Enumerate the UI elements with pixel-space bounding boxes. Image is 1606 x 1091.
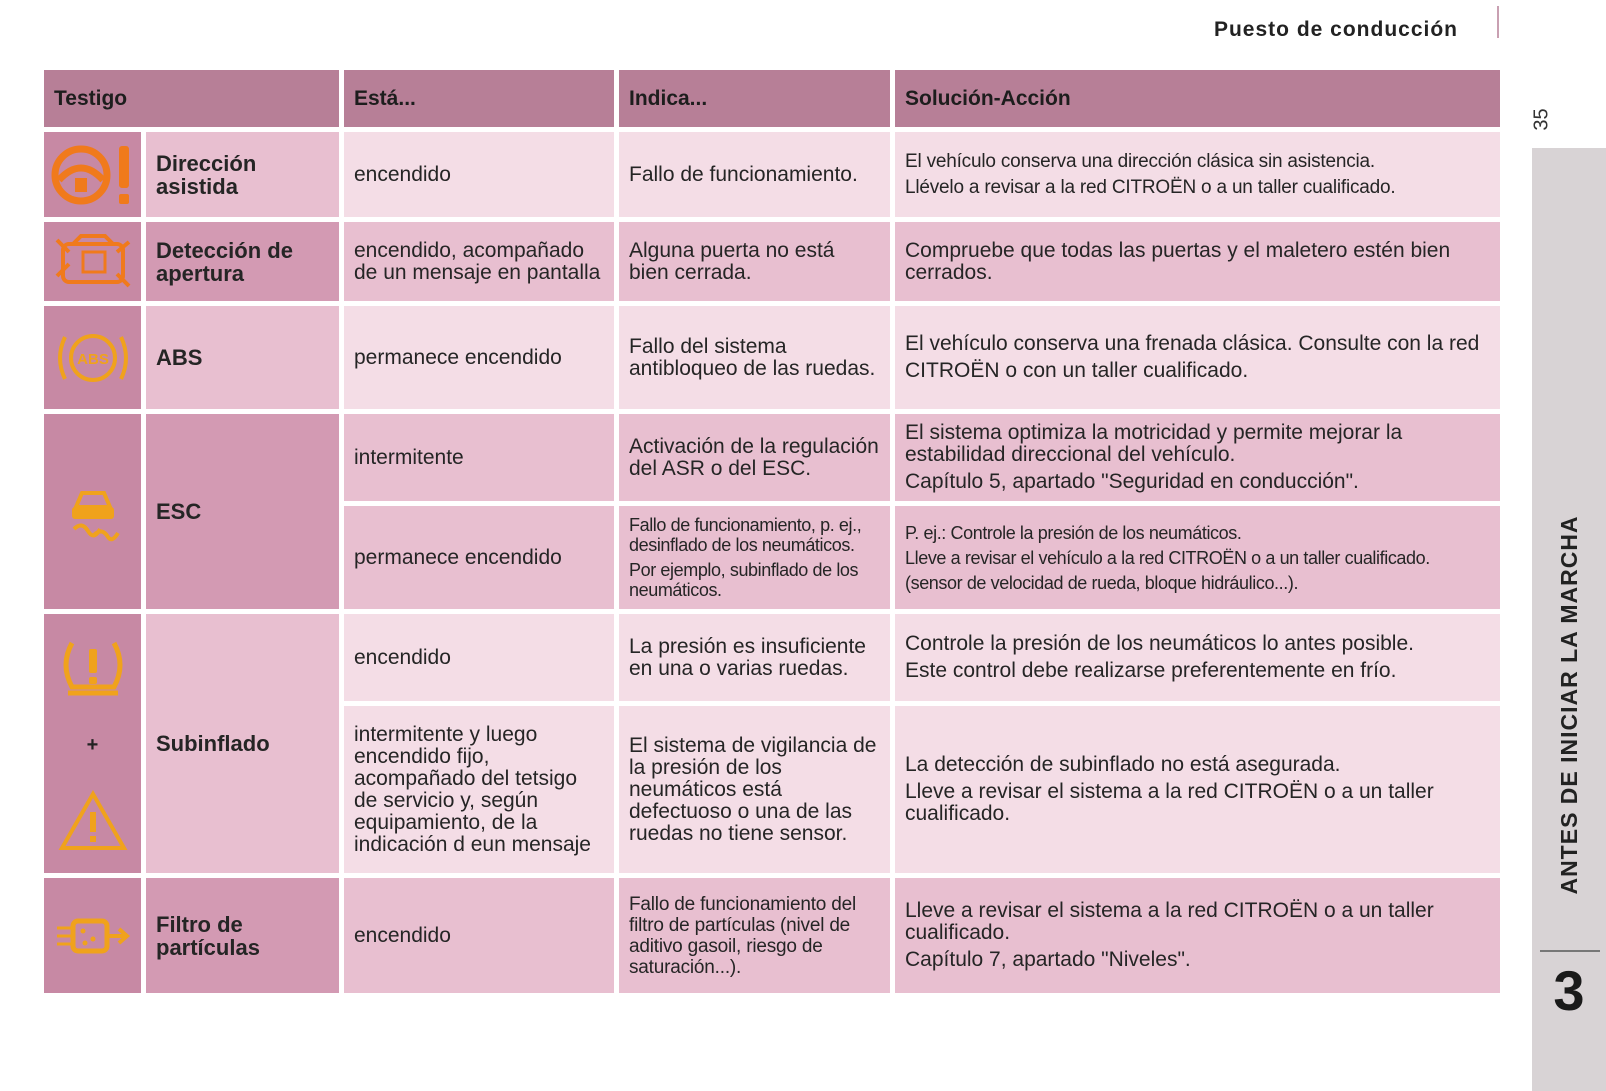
row-indicates-apertura: Alguna puerta no está bien cerrada. (619, 222, 895, 306)
solution-line: Este control debe realizarse preferentemente en frío. (905, 659, 1397, 682)
particle-filter-icon (44, 878, 146, 998)
row-state-esc-a: intermitente (344, 414, 619, 506)
solution-line: El vehículo conserva una dirección clásica sin asistencia. (905, 151, 1375, 172)
row-state-direccion: encendido (344, 132, 619, 222)
row-solution-subinflado-a (895, 614, 1505, 706)
column-header-solucion: Solución-Acción (895, 70, 1505, 132)
row-indicates-subinflado-a: La presión es insuficiente en una o varias ruedas. (619, 614, 895, 706)
row-state-subinflado-a: encendido (344, 614, 619, 706)
row-name-abs: ABS (146, 306, 344, 414)
chapter-label: ANTES DE INICIAR LA MARCHA (1556, 515, 1582, 895)
row-state-esc-b: permanece encendido (344, 506, 619, 614)
solution-line: P. ej.: Controle la presión de los neumáticos. (905, 522, 1242, 543)
row-solution-direccion (895, 132, 1505, 222)
solution-line: El vehículo conserva una frenada clásica. Consulte con la red (905, 332, 1480, 355)
solution-line: La detección de subinflado no está asegurada. (905, 753, 1341, 776)
title-rule (1497, 6, 1499, 38)
page-number: 35 (1530, 108, 1553, 131)
row-solution-subinflado-b (895, 706, 1505, 878)
row-name-esc: ESC (146, 414, 344, 614)
warning-lights-table (44, 70, 1505, 1017)
solution-line: Lleve a revisar el vehículo a la red CITROËN o a un taller cualificado. (905, 547, 1430, 568)
solution-line: Capítulo 7, apartado "Niveles". (905, 948, 1191, 971)
row-indicates-direccion: Fallo de funcionamiento. (619, 132, 895, 222)
row-state-abs: permanece encendido (344, 306, 619, 414)
solution-line: (sensor de velocidad de rueda, bloque hidráulico...). (905, 572, 1299, 593)
solution-line: Controle la presión de los neumáticos lo antes posible. (905, 632, 1414, 655)
row-name-filtro: Filtro de partículas (146, 878, 344, 998)
row-solution-esc-b (895, 506, 1505, 614)
section-title: Puesto de conducción (1213, 18, 1458, 41)
solution-line: Capítulo 5, apartado "Seguridad en conducción". (905, 470, 1359, 493)
row-state-filtro: encendido (344, 878, 619, 998)
row-state-subinflado-b: intermitente y luego encendido fijo, acompañado del tetsigo de servicio y, según equipamiento, de la indicación d eun mensaje (344, 706, 619, 878)
svg-text:ABS: ABS (76, 350, 109, 368)
esc-skid-icon (44, 414, 146, 614)
chapter-divider (1540, 950, 1600, 952)
row-solution-esc-a (895, 414, 1505, 506)
solution-line: Lleve a revisar el sistema a la red CITROËN o a un taller cualificado. (905, 780, 1434, 825)
column-header-indica: Indica... (619, 70, 895, 132)
abs-icon (44, 306, 146, 414)
row-solution-filtro (895, 878, 1505, 998)
column-header-testigo: Testigo (44, 70, 344, 132)
row-indicates-abs: Fallo del sistema antibloqueo de las ruedas. (619, 306, 895, 414)
solution-line: El sistema optimiza la motricidad y permite mejorar la estabilidad direccional del vehículo. (905, 421, 1403, 466)
row-indicates-esc-a: Activación de la regulación del ASR o del ESC. (619, 414, 895, 506)
chapter-number: 3 (1553, 959, 1585, 1022)
tyre-pressure-icon (58, 635, 128, 701)
row-solution-abs (895, 306, 1505, 414)
solution-line: CITROËN o con un taller cualificado. (905, 359, 1249, 382)
row-solution-apertura (895, 222, 1505, 306)
row-state-apertura: encendido, acompañado de un mensaje en pantalla (344, 222, 619, 306)
solution-line: Compruebe que todas las puertas y el maletero estén bien cerrados. (905, 238, 1451, 284)
plus-sign: + (86, 734, 99, 757)
indicates-line: Fallo de funcionamiento, p. ej., desinflado de los neumáticos. (629, 515, 862, 555)
row-indicates-subinflado-b: El sistema de vigilancia de la presión de los neumáticos está defectuoso o una de las ruedas no tiene sensor. (619, 706, 895, 878)
column-header-esta: Está... (344, 70, 619, 132)
subinflado-icons (44, 614, 146, 878)
indicates-line: Por ejemplo, subinflado de los neumáticos. (629, 560, 859, 600)
power-steering-warning-icon (44, 132, 146, 222)
row-name-apertura: Detección de apertura (146, 222, 344, 306)
row-indicates-filtro: Fallo de funcionamiento del filtro de partículas (nivel de aditivo gasoil, riesgo de saturación...). (619, 878, 895, 998)
row-name-direccion: Dirección asistida (146, 132, 344, 222)
door-open-icon (44, 222, 146, 306)
row-indicates-esc-b (619, 506, 895, 614)
warning-triangle-icon (58, 790, 128, 852)
row-name-subinflado: Subinflado (146, 614, 344, 878)
solution-line: Lleve a revisar el sistema a la red CITROËN o a un taller cualificado. (905, 899, 1434, 944)
solution-line: Llévelo a revisar a la red CITROËN o a un taller cualificado. (905, 177, 1396, 198)
